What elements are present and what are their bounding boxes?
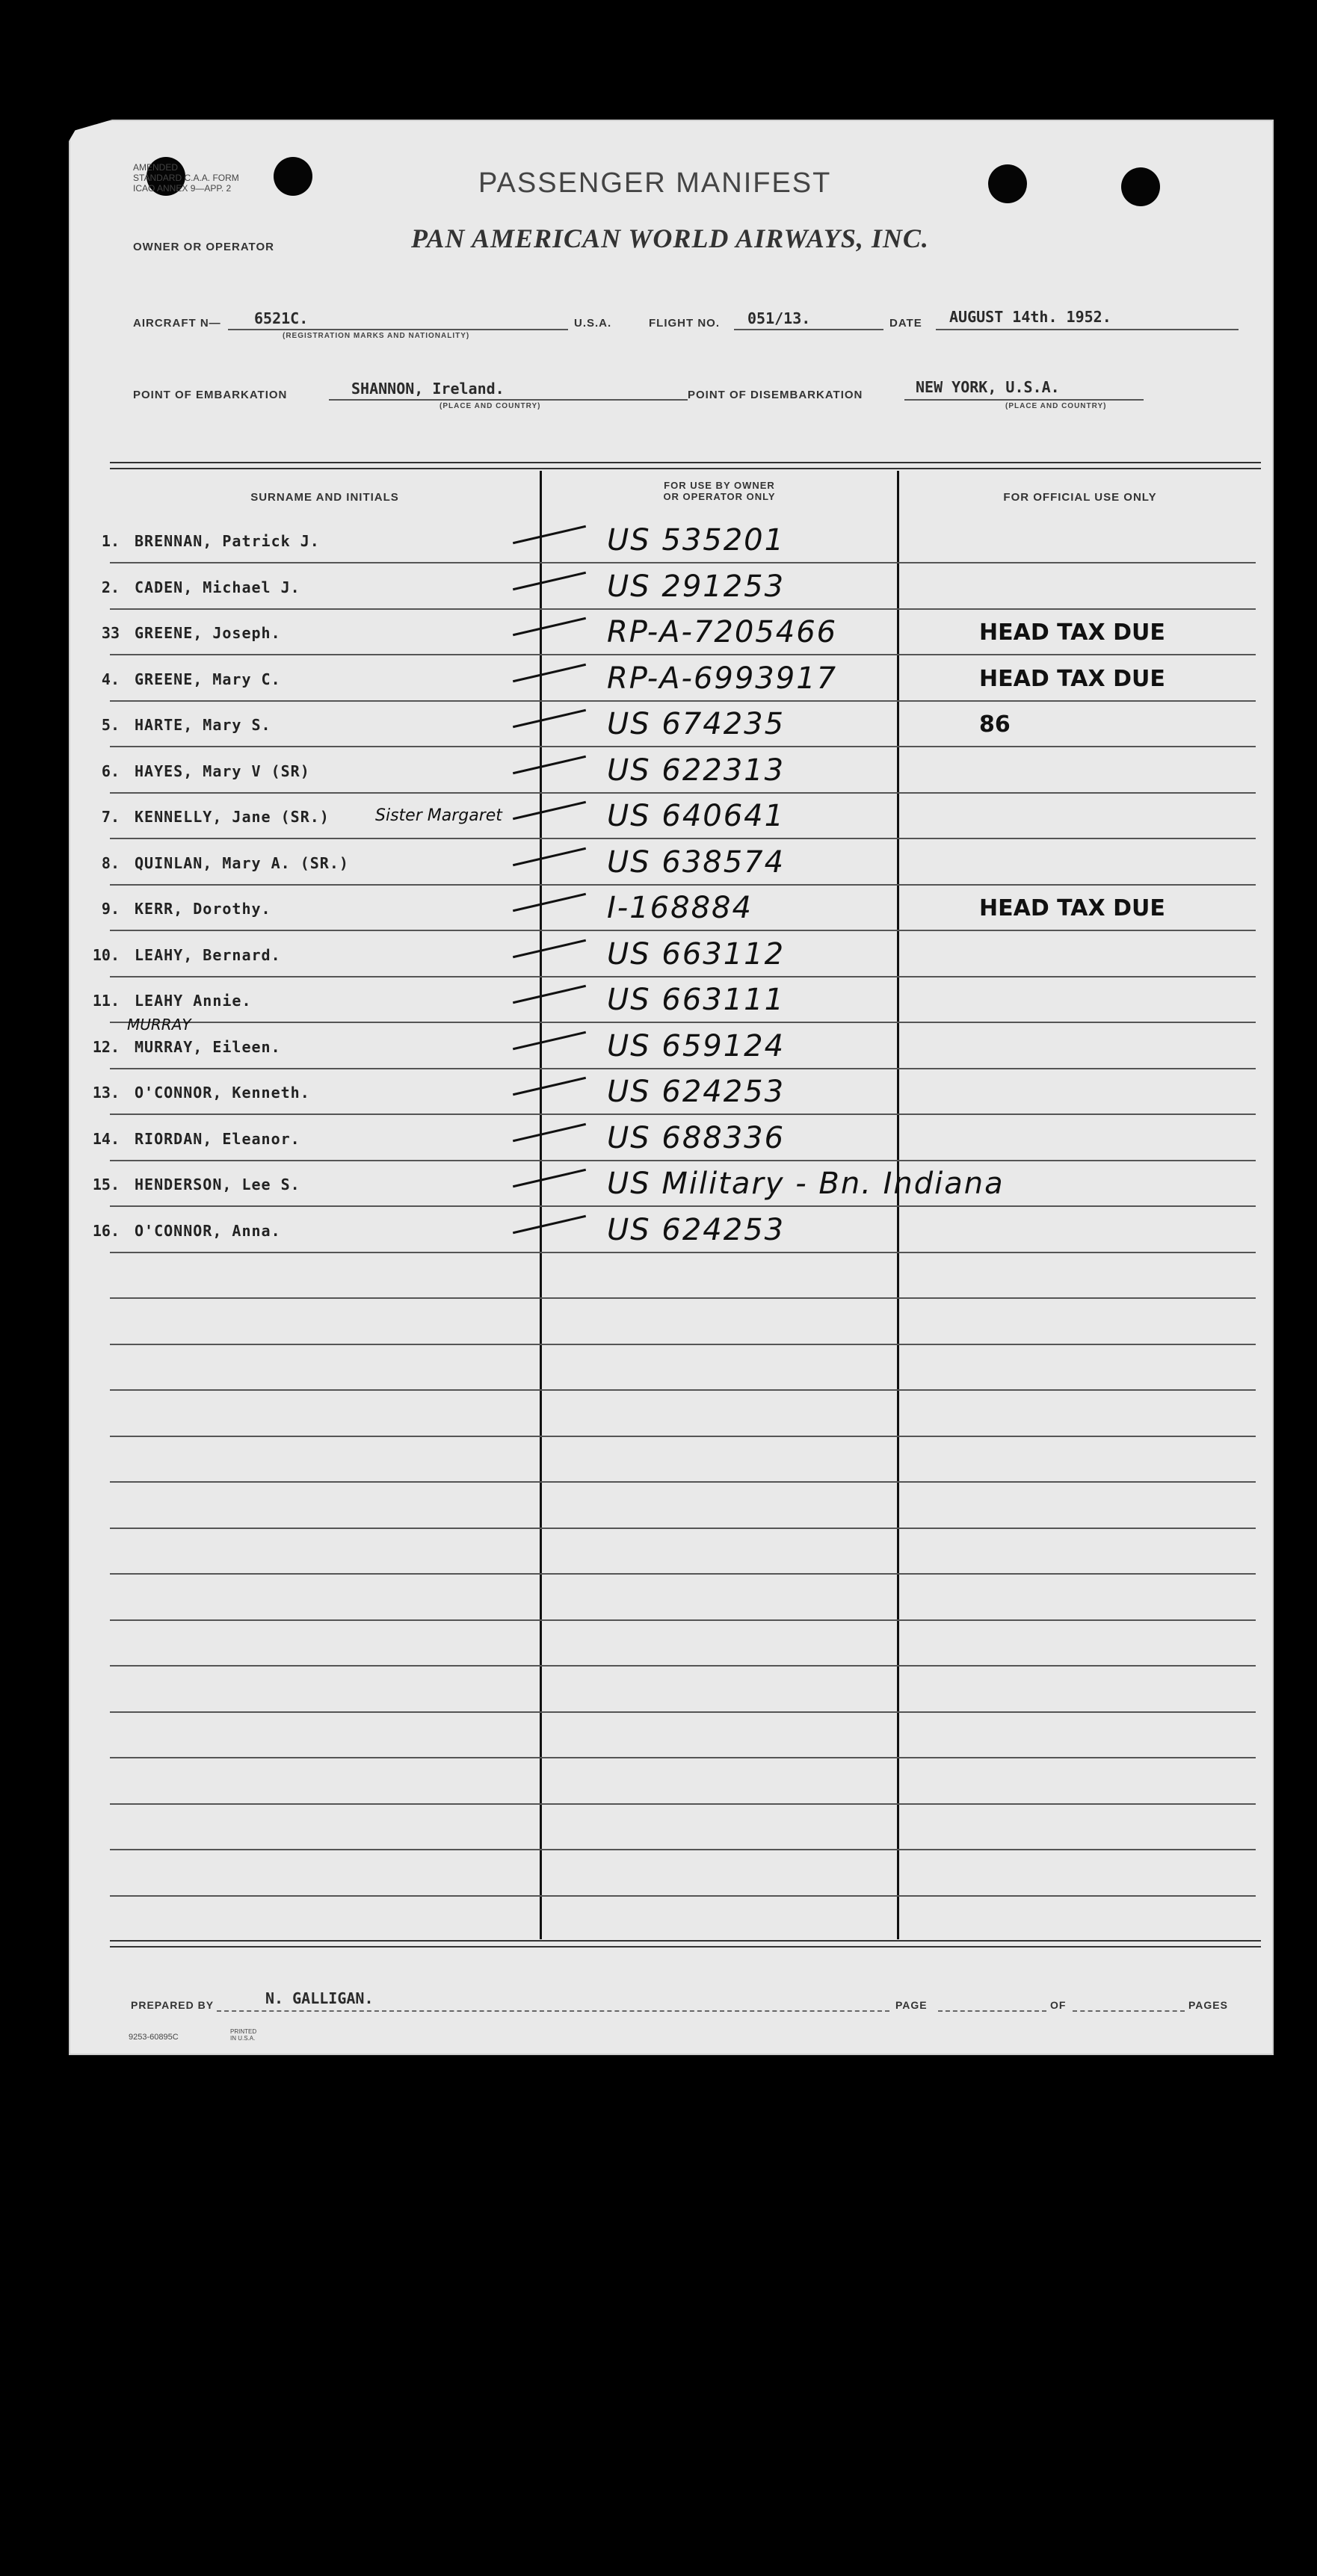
- table-row: [90, 977, 1256, 1023]
- date-value: AUGUST 14th. 1952.: [949, 308, 1111, 326]
- passenger-name: LEAHY, Bernard.: [135, 945, 281, 964]
- passenger-name: O'CONNOR, Anna.: [135, 1221, 281, 1240]
- handwritten-dash: [513, 571, 586, 590]
- flight-underline: [734, 329, 883, 330]
- table-bottom-rule: [110, 1940, 1261, 1942]
- passport-number: US 624253: [607, 1075, 786, 1109]
- table-row: [90, 885, 1256, 931]
- date-label: DATE: [889, 317, 922, 330]
- empty-row: [90, 1528, 1256, 1575]
- disembark-underline: [904, 399, 1144, 401]
- prepared-value: N. GALLIGAN.: [265, 1989, 374, 2007]
- col-owner-header-2: OR OPERATOR ONLY: [663, 491, 776, 502]
- passport-number: RP-A-7205466: [607, 615, 838, 649]
- handwritten-dash: [513, 1077, 586, 1096]
- passport-number: US 663112: [607, 936, 786, 972]
- corner-ref-1: AMENDED: [133, 162, 179, 173]
- handwritten-dash: [513, 1169, 586, 1187]
- table-row: [90, 701, 1256, 747]
- passenger-name: KENNELLY, Jane (SR.): [135, 808, 330, 826]
- row-number: 4.: [101, 670, 120, 688]
- official-note: HEAD TAX DUE: [979, 895, 1165, 921]
- passport-number: US 624253: [607, 1212, 786, 1247]
- handwritten-dash: [513, 985, 586, 1004]
- empty-row: [90, 1391, 1256, 1437]
- table-row: [90, 655, 1256, 702]
- empty-row: [90, 1299, 1256, 1345]
- aircraft-underline: [228, 329, 568, 330]
- official-note: HEAD TAX DUE: [979, 665, 1165, 692]
- table-row: [90, 609, 1256, 655]
- owner-label: OWNER OR OPERATOR: [133, 241, 274, 253]
- registration-sub: (REGISTRATION MARKS AND NATIONALITY): [283, 332, 470, 340]
- punch-hole: [988, 164, 1027, 203]
- empty-row: [90, 1850, 1256, 1897]
- handwritten-dash: [513, 755, 586, 773]
- handwritten-dash: [513, 1122, 586, 1141]
- flight-label: FLIGHT NO.: [649, 317, 720, 330]
- passenger-name: HAYES, Mary V (SR): [135, 762, 310, 780]
- table-row: [90, 793, 1256, 839]
- row-number: 11.: [92, 992, 120, 1010]
- aircraft-label: AIRCRAFT N—: [133, 317, 221, 330]
- empty-row: [90, 1620, 1256, 1667]
- passport-number: US 663111: [607, 983, 786, 1017]
- passenger-name: HENDERSON, Lee S.: [135, 1176, 300, 1193]
- passport-number: US 659124: [607, 1028, 786, 1063]
- disembark-label: POINT OF DISEMBARKATION: [688, 389, 863, 401]
- handwritten-dash: [513, 709, 586, 728]
- row-number: 5.: [101, 716, 120, 734]
- table-row: [90, 1207, 1256, 1253]
- empty-row: [90, 1667, 1256, 1713]
- corner-ref-2: STANDARD C.A.A. FORM: [133, 173, 239, 183]
- empty-row: [90, 1804, 1256, 1850]
- col-official-header: FOR OFFICIAL USE ONLY: [1003, 491, 1157, 504]
- owner-value: PAN AMERICAN WORLD AIRWAYS, INC.: [411, 223, 929, 253]
- passenger-name: MURRAY, Eileen.: [135, 1037, 281, 1056]
- passport-number: US 640641: [607, 799, 786, 833]
- passenger-name: BRENNAN, Patrick J.: [135, 532, 320, 550]
- empty-row: [90, 1575, 1256, 1621]
- row-number: 8.: [101, 853, 120, 872]
- table-row: [90, 931, 1256, 977]
- prepared-underline: [217, 2010, 889, 2012]
- row-number: 16.: [92, 1221, 120, 1240]
- empty-row: [90, 1712, 1256, 1758]
- passport-number: US Military - Bn. Indiana: [607, 1167, 1005, 1201]
- handwritten-dash: [513, 1031, 586, 1049]
- passenger-name: KERR, Dorothy.: [135, 900, 271, 918]
- col-owner-header-1: FOR USE BY OWNER: [664, 480, 775, 491]
- corner-ref-3: ICAO ANNEX 9—APP. 2: [133, 183, 232, 194]
- row-line: [110, 1895, 1256, 1897]
- handwritten-dash: [513, 525, 586, 544]
- manifest-title: PASSENGER MANIFEST: [478, 167, 832, 199]
- passenger-name: LEAHY Annie.: [135, 992, 252, 1010]
- table-row: [90, 517, 1256, 563]
- embark-sub: (PLACE AND COUNTRY): [439, 402, 541, 410]
- passenger-name: GREENE, Mary C.: [135, 670, 281, 688]
- row-number: 33: [101, 624, 120, 642]
- date-underline: [936, 329, 1239, 330]
- form-number: 9253-60895C: [129, 2033, 179, 2042]
- embark-label: POINT OF EMBARKATION: [133, 389, 288, 401]
- passenger-name: CADEN, Michael J.: [135, 578, 300, 596]
- passport-number: US 622313: [607, 753, 786, 788]
- handwritten-dash: [513, 893, 586, 912]
- passenger-name: QUINLAN, Mary A. (SR.): [135, 853, 349, 872]
- handwritten-dash: [513, 617, 586, 636]
- row-number: 6.: [101, 762, 120, 780]
- row-number: 13.: [92, 1084, 120, 1102]
- empty-row: [90, 1344, 1256, 1391]
- passport-number: US 638574: [607, 844, 786, 880]
- handwritten-dash: [513, 1214, 586, 1233]
- table-row: [90, 839, 1256, 886]
- empty-row: [90, 1253, 1256, 1299]
- table-row: [90, 1161, 1256, 1207]
- row-number: 2.: [101, 578, 120, 596]
- passport-number: US 674235: [607, 707, 786, 741]
- aircraft-value: 6521C.: [254, 309, 309, 327]
- page-underline: [938, 2010, 1046, 2012]
- table-row: [90, 747, 1256, 794]
- table-row: [90, 1015, 1256, 1069]
- table-row: [90, 1069, 1256, 1115]
- table-bottom-rule: [110, 1946, 1261, 1948]
- flight-value: 051/13.: [747, 309, 811, 327]
- row-number: 1.: [101, 532, 120, 550]
- printed-stamp: PRINTED IN U.S.A.: [230, 2028, 257, 2042]
- passport-number: US 535201: [607, 523, 786, 557]
- row-number: 9.: [101, 900, 120, 918]
- row-number: 7.: [101, 808, 120, 826]
- passport-number: I-168884: [607, 891, 753, 925]
- table-row: [90, 1115, 1256, 1161]
- handwritten-dash: [513, 847, 586, 865]
- passport-number: US 688336: [607, 1120, 786, 1155]
- official-note: 86: [979, 711, 1011, 738]
- table-top-rule: [110, 468, 1261, 469]
- col-surname-header: SURNAME AND INITIALS: [250, 491, 399, 504]
- handwritten-note: Sister Margaret: [375, 806, 502, 825]
- punch-hole: [274, 157, 312, 196]
- table-row: [90, 563, 1256, 610]
- handwritten-correction: MURRAY: [127, 1015, 191, 1034]
- handwritten-dash: [513, 801, 586, 820]
- handwritten-dash: [513, 939, 586, 957]
- passenger-name: HARTE, Mary S.: [135, 716, 271, 734]
- disembark-sub: (PLACE AND COUNTRY): [1005, 402, 1107, 410]
- disembark-value: NEW YORK, U.S.A.: [916, 378, 1060, 396]
- page-label: PAGE: [895, 1999, 928, 2011]
- of-underline: [1073, 2010, 1185, 2012]
- usa-label: U.S.A.: [574, 317, 612, 330]
- embark-value: SHANNON, Ireland.: [351, 380, 505, 398]
- handwritten-dash: [513, 663, 586, 682]
- empty-row: [90, 1483, 1256, 1529]
- passport-number: US 291253: [607, 569, 786, 604]
- empty-row: [90, 1758, 1256, 1805]
- row-number: 15.: [92, 1176, 120, 1193]
- row-number: 12.: [92, 1037, 120, 1056]
- empty-row: [90, 1436, 1256, 1483]
- official-note: HEAD TAX DUE: [979, 620, 1165, 646]
- row-number: 14.: [92, 1129, 120, 1148]
- passenger-name: O'CONNOR, Kenneth.: [135, 1084, 310, 1102]
- pages-label: PAGES: [1188, 1999, 1228, 2011]
- punch-hole: [1121, 167, 1160, 206]
- passenger-name: RIORDAN, Eleanor.: [135, 1129, 300, 1148]
- passport-number: RP-A-6993917: [607, 661, 838, 696]
- embark-underline: [329, 399, 688, 401]
- of-label: OF: [1050, 1999, 1067, 2011]
- row-number: 10.: [92, 945, 120, 964]
- passenger-name: GREENE, Joseph.: [135, 624, 281, 642]
- table-top-rule: [110, 462, 1261, 463]
- prepared-label: PREPARED BY: [131, 1999, 215, 2011]
